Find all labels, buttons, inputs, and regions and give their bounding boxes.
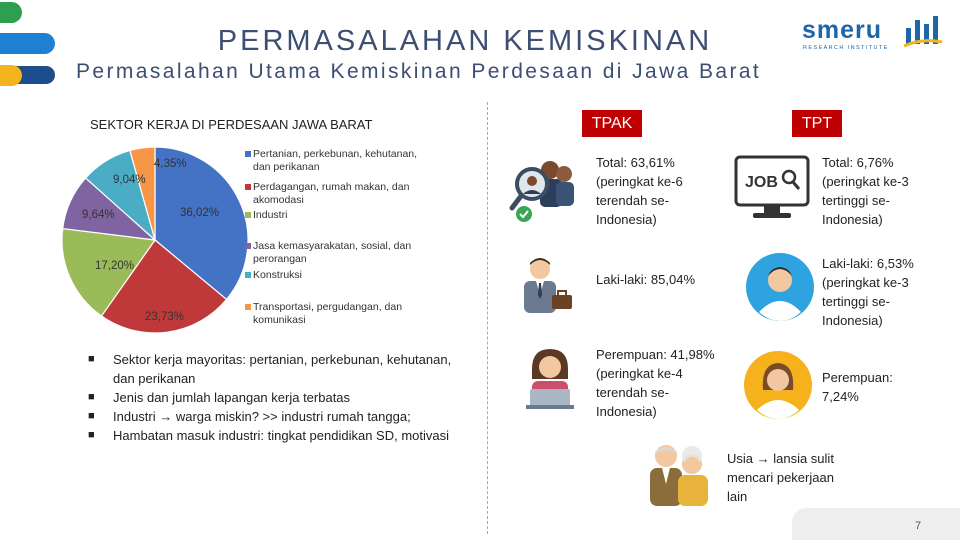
bullet-list [88, 350, 453, 445]
job-monitor-icon [733, 155, 811, 223]
bullet-text: Hambatan masuk industri: tingkat pendidikan SD, motivasi [113, 428, 449, 443]
legend-swatch [245, 243, 251, 249]
deco-bar-green [0, 2, 22, 23]
legend-item [253, 148, 433, 174]
deco-bar-yellow [0, 65, 22, 86]
tpak-header: TPAK [582, 110, 642, 137]
legend-swatch [245, 184, 251, 190]
job-icon-text: JOB [745, 174, 778, 191]
bullet-text: Industri → warga miskin? >> industri rumah tangga; [113, 409, 411, 424]
square-bullet-icon: ■ [88, 429, 95, 441]
pie-slice-label: 9,04% [113, 174, 146, 186]
legend-label: Konstruksi [253, 269, 303, 281]
page-number-box [792, 508, 960, 540]
chart-title: SEKTOR KERJA DI PERDESAAN JAWA BARAT [90, 117, 373, 132]
bullet-item [88, 426, 453, 445]
bullet-item [88, 388, 453, 407]
tpak-total-text: Total: 63,61% (peringkat ke-6 terendah se-Indonesia) [596, 155, 683, 227]
square-bullet-icon: ■ [88, 410, 95, 422]
businessman-icon [514, 255, 576, 317]
tpt-female-text: Perempuan: 7,24% [822, 370, 893, 404]
woman-laptop-icon [522, 345, 578, 415]
page-number: 7 [915, 520, 922, 532]
legend-item [253, 301, 433, 327]
legend-label: Transportasi, pergudangan, dan komunikasi [253, 301, 403, 326]
legend-label: Perdagangan, rumah makan, dan akomodasi [253, 181, 410, 206]
bullet-item [88, 350, 453, 388]
page-title: PERMASALAHAN KEMISKINAN [217, 25, 713, 57]
legend-label: Industri [253, 209, 288, 221]
legend-item [253, 209, 433, 222]
column-divider [487, 102, 488, 534]
job-seekers-search-icon [508, 152, 580, 224]
pie-slice-label: 9,64% [82, 209, 115, 221]
legend-item [253, 181, 433, 207]
square-bullet-icon: ■ [88, 353, 95, 365]
legend-item [253, 269, 433, 282]
legend-swatch [245, 151, 251, 157]
bar-chart-logo-icon [904, 14, 944, 50]
tpt-male-text: Laki-laki: 6,53% (peringkat ke-3 tertinggi se-Indonesia) [822, 256, 914, 328]
pie-slice-label: 23,73% [145, 311, 185, 323]
legend-swatch [245, 272, 251, 278]
tpak-male-text: Laki-laki: 85,04% [596, 272, 695, 287]
bullet-item [88, 407, 453, 426]
legend-swatch [245, 304, 251, 310]
pie-slice-label: 4,35% [154, 158, 187, 170]
square-bullet-icon: ■ [88, 391, 95, 403]
logo-wordmark: smeru [802, 16, 883, 44]
elderly-couple-icon [640, 440, 716, 508]
bullet-text: Sektor kerja mayoritas: pertanian, perkebunan, kehutanan, dan perikanan [113, 352, 452, 386]
logo-subtext: RESEARCH INSTITUTE [803, 45, 889, 51]
legend-label: Pertanian, perkebunan, kehutanan, dan perikanan [253, 148, 418, 173]
bullet-text: Jenis dan jumlah lapangan kerja terbatas [113, 390, 351, 405]
legend-swatch [245, 212, 251, 218]
pie-slice-label: 17,20% [95, 260, 135, 272]
page-subtitle: Permasalahan Utama Kemiskinan Perdesaan di Jawa Barat [76, 60, 762, 83]
male-avatar-icon [745, 252, 815, 322]
pie-slice-label: 36,02% [180, 207, 220, 219]
legend-label: Jasa kemasyarakatan, sosial, dan perorangan [253, 240, 412, 265]
tpt-header: TPT [792, 110, 842, 137]
tpak-female-text: Perempuan: 41,98% (peringkat ke-4 terendah se-Indonesia) [596, 347, 715, 419]
female-avatar-icon [743, 350, 813, 420]
tpt-total-text: Total: 6,76% (peringkat ke-3 tertinggi se-Indonesia) [822, 155, 909, 227]
sector-pie-chart [55, 140, 255, 340]
elderly-note-text: Usia → lansia sulit mencari pekerjaan lain [727, 451, 834, 504]
legend-item [253, 240, 433, 266]
smeru-logo [800, 12, 950, 54]
